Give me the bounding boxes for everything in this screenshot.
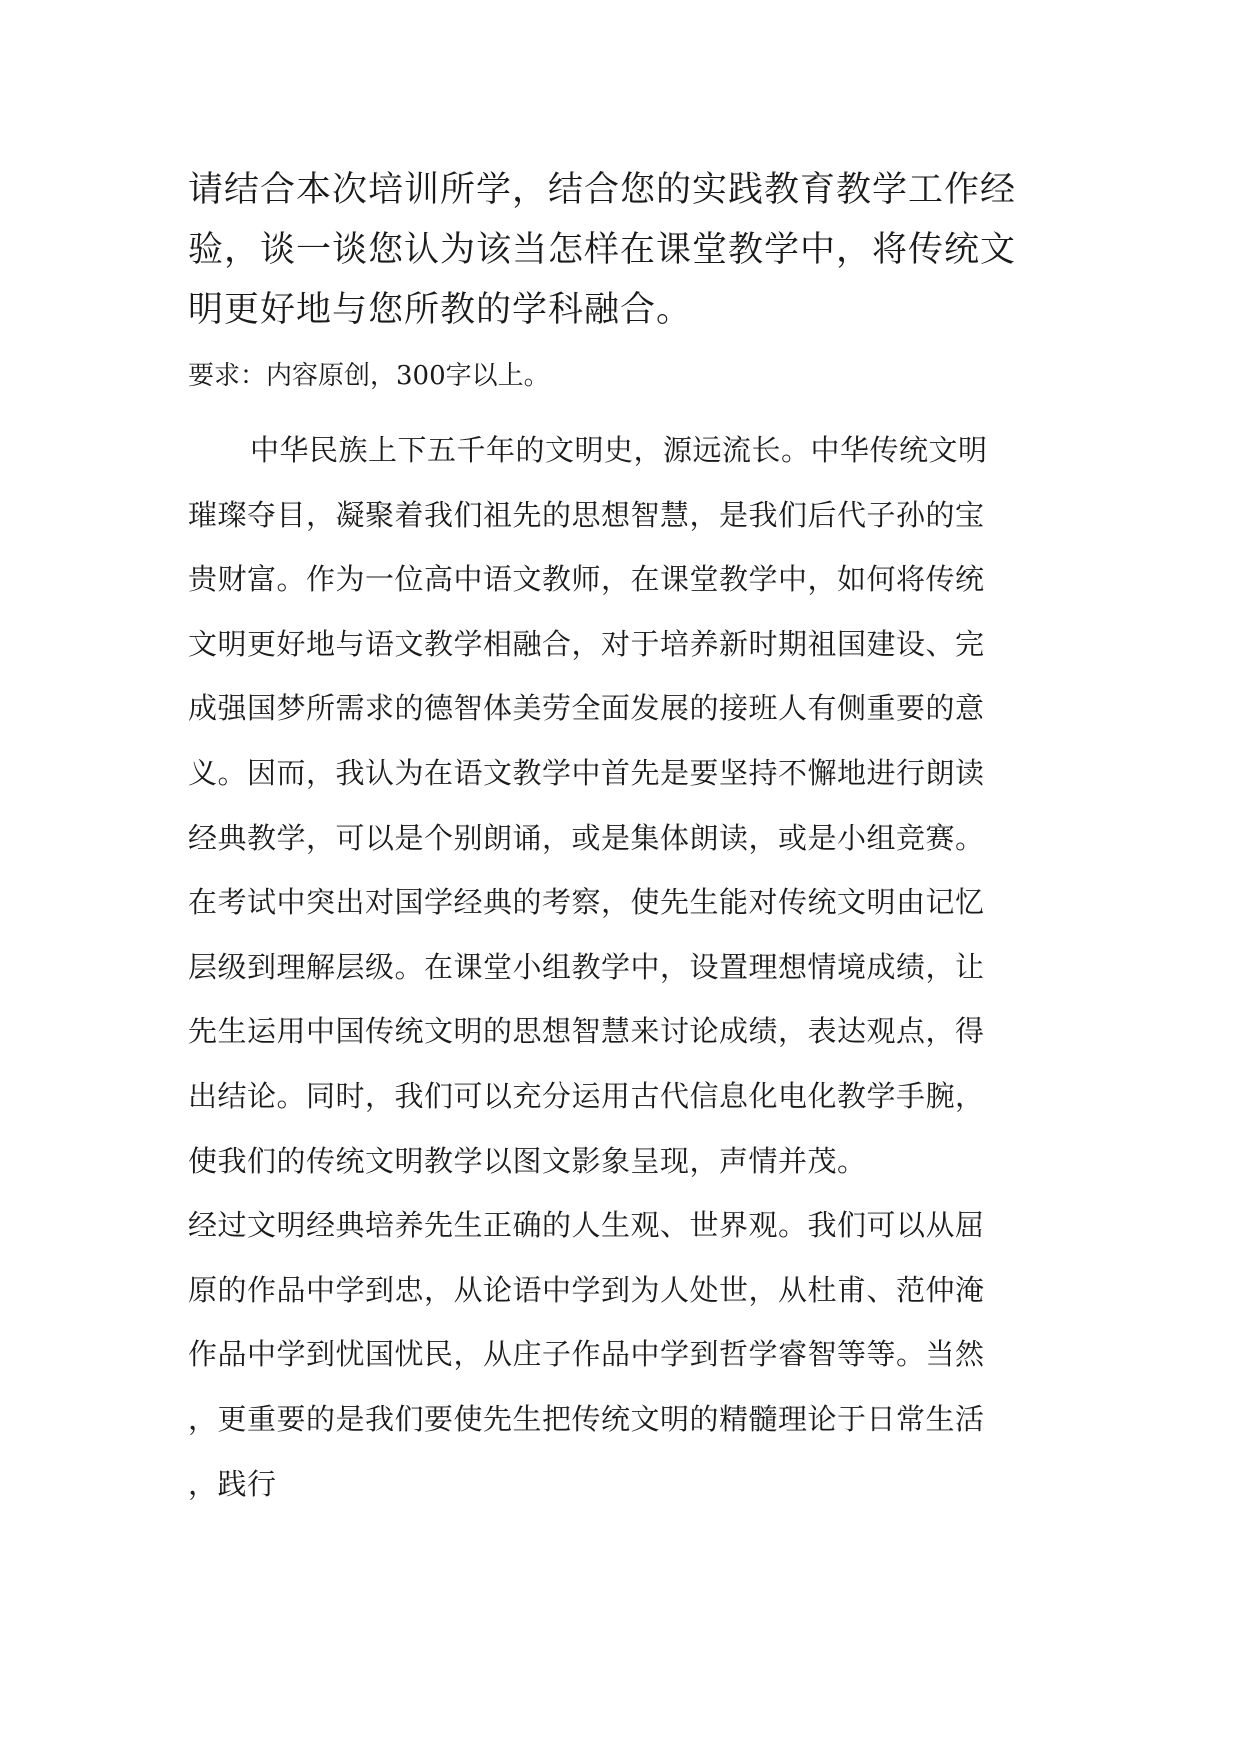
essay-line: 作品中学到忧国忧民，从庄子作品中学到哲学睿智等等。当然 [188, 1337, 985, 1372]
essay-line: 中华民族上下五千年的文明史，源远流长。中华传统文明 [250, 433, 988, 467]
question-line: 验，谈一谈您认为该当怎样在课堂教学中，将传统文 [188, 230, 1017, 270]
essay-line: 经过文明经典培养先生正确的人生观、世界观。我们可以从屈 [188, 1208, 985, 1243]
essay-line: ，更重要的是我们要使先生把传统文明的精髓理论于日常生活 [188, 1401, 985, 1436]
essay-line: ，践行 [188, 1466, 277, 1501]
essay-line: 义。因而，我认为在语文教学中首先是要坚持不懈地进行朗读 [188, 755, 985, 790]
essay-line: 璀璨夺目，凝聚着我们祖先的思想智慧，是我们后代子孙的宝 [188, 497, 985, 532]
essay-body [188, 418, 1068, 1516]
question-line: 请结合本次培训所学，结合您的实践教育教学工作经 [188, 170, 1017, 210]
essay-line: 文明更好地与语文教学相融合，对于培养新时期祖国建设、完 [188, 626, 985, 661]
essay-line: 层级到理解层级。在课堂小组教学中，设置理想情境成绩，让 [188, 949, 985, 984]
essay-line: 先生运用中国传统文明的思想智慧来讨论成绩，表达观点，得 [188, 1014, 985, 1049]
requirement-note: 要求：内容原创，300字以上。 [188, 361, 550, 391]
essay-line: 使我们的传统文明教学以图文影象呈现，声情并茂。 [188, 1143, 867, 1178]
essay-line: 在考试中突出对国学经典的考察，使先生能对传统文明由记忆 [188, 885, 985, 920]
question-line: 明更好地与您所教的学科融合。 [188, 290, 693, 330]
essay-line: 成强国梦所需求的德智体美劳全面发展的接班人有侧重要的意 [188, 691, 985, 726]
question-prompt [188, 160, 1068, 340]
essay-line: 原的作品中学到忠，从论语中学到为人处世，从杜甫、范仲淹 [188, 1272, 985, 1307]
essay-line: 经典教学，可以是个别朗诵，或是集体朗读，或是小组竞赛。 [188, 820, 985, 855]
essay-line: 出结论。同时，我们可以充分运用古代信息化电化教学手腕， [188, 1078, 985, 1113]
essay-line: 贵财富。作为一位高中语文教师，在课堂教学中，如何将传统 [188, 562, 985, 597]
